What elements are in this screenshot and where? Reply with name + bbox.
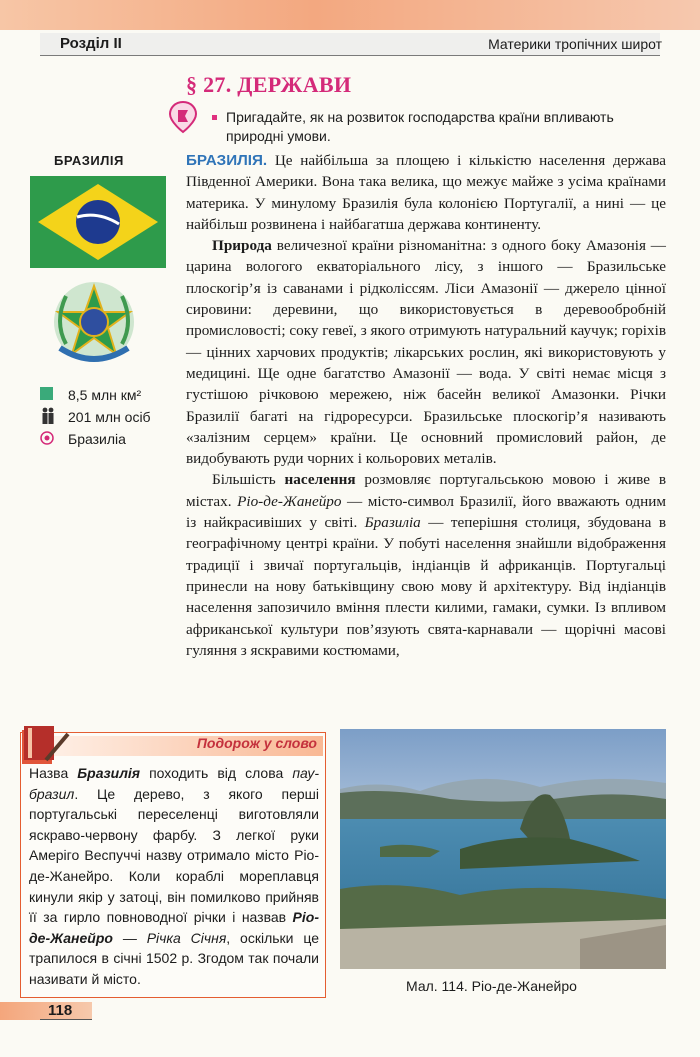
page-title: § 27. ДЕРЖАВИ <box>186 72 352 97</box>
lead-term: БРАЗИЛІЯ. <box>186 152 268 169</box>
page-number: 118 <box>48 1002 73 1019</box>
city-brasilia: Бразиліа <box>364 514 421 532</box>
people-icon <box>40 407 58 430</box>
coat-of-arms-image <box>44 278 144 374</box>
paragraph-population: Більшість населення розмовляє португальською мовою і живе в містах. Ріо-де-Жанейро — місто-символ Бразилії, його вважають одним із найкрасивіших у світі. Бразиліа — теперішня столиця, збудована в географічному центрі країни. У побуті населення знайшли відображення традиції і звичаї португальців, індіанців й африканців. Португальці принесли на нову батьківщину свою мову й архітектуру. Від індіанців населення запозичило вміння плести килими, гамаки, сумки. Із впливом африканської культури пов’язують свята-карнавали — щорічні масові гуляння з яскравими костюмами, <box>186 471 667 659</box>
box-title: Подорож у слово <box>196 735 317 751</box>
fact-population <box>40 407 151 427</box>
main-text <box>186 150 666 661</box>
fact-capital <box>40 429 126 449</box>
recall-pin-icon <box>166 100 200 134</box>
fact-population-text: 201 млн осіб <box>68 409 151 426</box>
recall-bullet <box>212 115 217 120</box>
area-square-icon <box>40 386 58 406</box>
book-pencil-icon <box>16 720 70 766</box>
fact-area-text: 8,5 млн км² <box>68 387 142 403</box>
photo-caption: Мал. 114. Ріо-де-Жанейро <box>406 978 577 994</box>
chapter-label: Материки тропічних широт <box>488 36 662 52</box>
paragraph-intro: БРАЗИЛІЯ. Це найбільша за площею і кількістю населення держава Південної Америки. Вона така велика, що межує майже з усіма країнами материка. У минулому Бразилія була колонією Португалії, а нині — це найбільш розвинена і найбагатша держава континенту. <box>186 152 666 233</box>
box-text: Назва Бразилія походить від слова пау-бразил. Це дерево, з якого перші португальські переселенці виготовляли яскраво-червону фарбу. З легкої руки Амеріго Веспуччі назву отримало місто Ріо-де-Жанейро. Коли кораблі мореплавця кинули якір у затоці, він помилково прийняв її за гирло повноводної річки і назвав Ріо-де-Жанейро — Річка Січня, оскільки це трапилося в січні 1502 р. Згодом так почали називати й місто. <box>29 765 319 987</box>
country-label: БРАЗИЛІЯ <box>54 153 124 168</box>
term-population: населення <box>284 471 356 489</box>
paragraph-nature: Природа величезної країни різноманітна: з одного боку Амазонія — царина вологого екваторіального лісу, з іншого — Бразильське плоскогір’я із саванами і рідколіссям. Ліси Амазонії — джерело цінної сировини: деревини, що використовується в деревообробній промисловості; соку гевеї, з якого отримують натуральний каучук; горіхів — цінних харчових продуктів; лікарських рослин, які використовують у медицині. Ще одне багатство Амазонії — вода. У світі немає місця з густішою річковою мережею, ніж басейн великої Амазонки. Річки Бразилії багаті на гідроресурси. Бразильське плоскогір’я називають «залізним серцем» країни. Це основний промисловий район, де видобувають руди чорних і кольорових металів. <box>186 237 666 468</box>
term-nature: Природа <box>212 237 272 255</box>
capital-circle-icon <box>40 430 58 450</box>
city-rio: Ріо-де-Жанейро <box>237 492 342 510</box>
footer-line <box>40 1019 92 1020</box>
brazil-flag-image <box>30 176 166 268</box>
word-journey-box <box>20 732 326 998</box>
fact-capital-text: Бразиліа <box>68 431 126 447</box>
footer-decor-band <box>0 1002 92 1020</box>
rio-de-janeiro-photo <box>340 729 666 969</box>
recall-question: Пригадайте, як на розвиток господарства країни впливають природні умови. <box>226 109 614 144</box>
top-decor-band <box>0 0 700 30</box>
section-label: Розділ II <box>60 35 122 52</box>
fact-area <box>40 385 141 405</box>
